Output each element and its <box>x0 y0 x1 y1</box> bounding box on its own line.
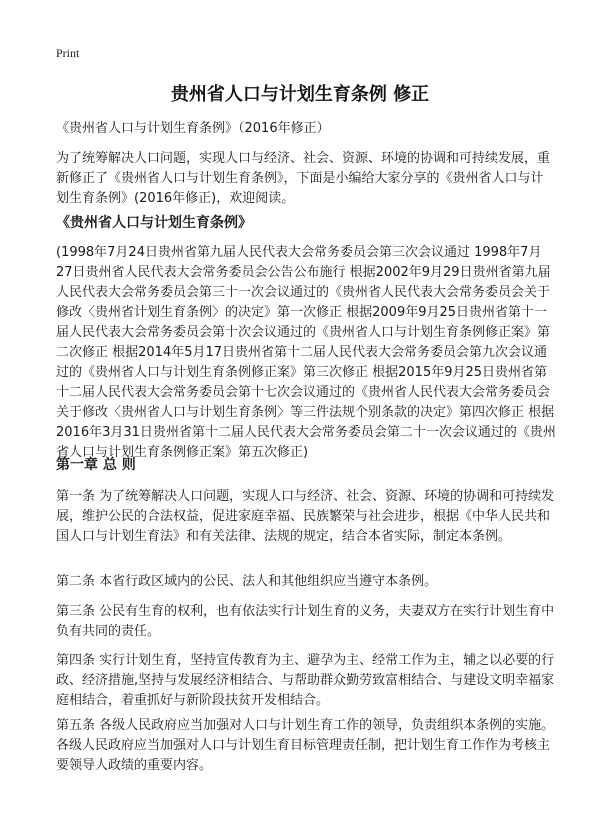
article-1: 第一条 为了统筹解决人口问题，实现人口与经济、社会、资源、环境的协调和可持续发展，维护公民的合法权益，促进家庭幸福、民族繁荣与社会进步，根据《中华人民共和国人口与计划生育法》和有关法律、法规的规定，结合本省实际，制定本条例。 <box>56 489 555 544</box>
article-2: 第二条 本省行政区域内的公民、法人和其他组织应当遵守本条例。 <box>56 574 438 589</box>
document-heading: 《贵州省人口与计划生育条例》 <box>56 215 252 231</box>
article-5: 第五条 各级人民政府应当加强对人口与计划生育工作的领导，负责组织本条例的实施。各级人民政府应当加强对人口与计划生育目标管理责任制，把计划生育工作作为考核主要领导人政绩的重要内容。 <box>56 718 555 773</box>
article-3: 第三条 公民有生育的权利，也有依法实行计划生育的义务，夫妻双方在实行计划生育中负有共同的责任。 <box>56 604 555 639</box>
print-link[interactable]: Print <box>56 46 80 60</box>
intro-paragraph: 为了统筹解决人口问题，实现人口与经济、社会、资源、环境的协调和可持续发展，重新修正了《贵州省人口与计划生育条例》，下面是小编给大家分享的《贵州省人口与计划生育条例》(2016年修正)，欢迎阅读。 <box>56 151 551 206</box>
intro-subtitle: 《贵州省人口与计划生育条例》（2016年修正） <box>56 121 330 136</box>
page-title: 贵州省人口与计划生育条例 修正 <box>170 84 430 105</box>
amendment-history: (1998年7月24日贵州省第九届人民代表大会常务委员会第三次会议通过 1998年7月27日贵州省人民代表大会常务委员会公告公布施行 根据2002年9月29日贵州省第九届人民代表大会常务委员会第三十一次会议通过的《贵州省人民代表大会常务委员会关于修改〈贵州省计划生育条例〉的决定》第一次修正 根据2009年9月25日贵州省第十一届人民代表大会常务委员会第十次会议通过的《贵州省人口与计划生育条例修正案》第二次修正 根据2014年5月17日贵州省第十二届人民代表大会常务委员会第九次会议通过的《贵州省人口与计划生育条例修正案》第三次修正 根据2015年9月25日贵州省第十二届人民代表大会常务委员会第十七次会议通过的《贵州省人民代表大会常务委员会关于修改〈贵州省人口与计划生育条例〉等三件法规个别条款的决定》第四次修正 根据2016年3月31日贵州省第十二届人民代表大会常务委员会第二十一次会议通过的《贵州省人口与计划生育条例修正案》第五次修正) <box>56 245 556 460</box>
article-4: 第四条 实行计划生育，坚持宣传教育为主、避孕为主、经常工作为主，辅之以必要的行政、经济措施,坚持与发展经济相结合、与帮助群众勤劳致富相结合、与建设文明幸福家庭相结合，着重抓好与新阶段扶贫开发相结合。 <box>56 653 555 708</box>
chapter-title: 第一章 总 则 <box>56 457 136 473</box>
